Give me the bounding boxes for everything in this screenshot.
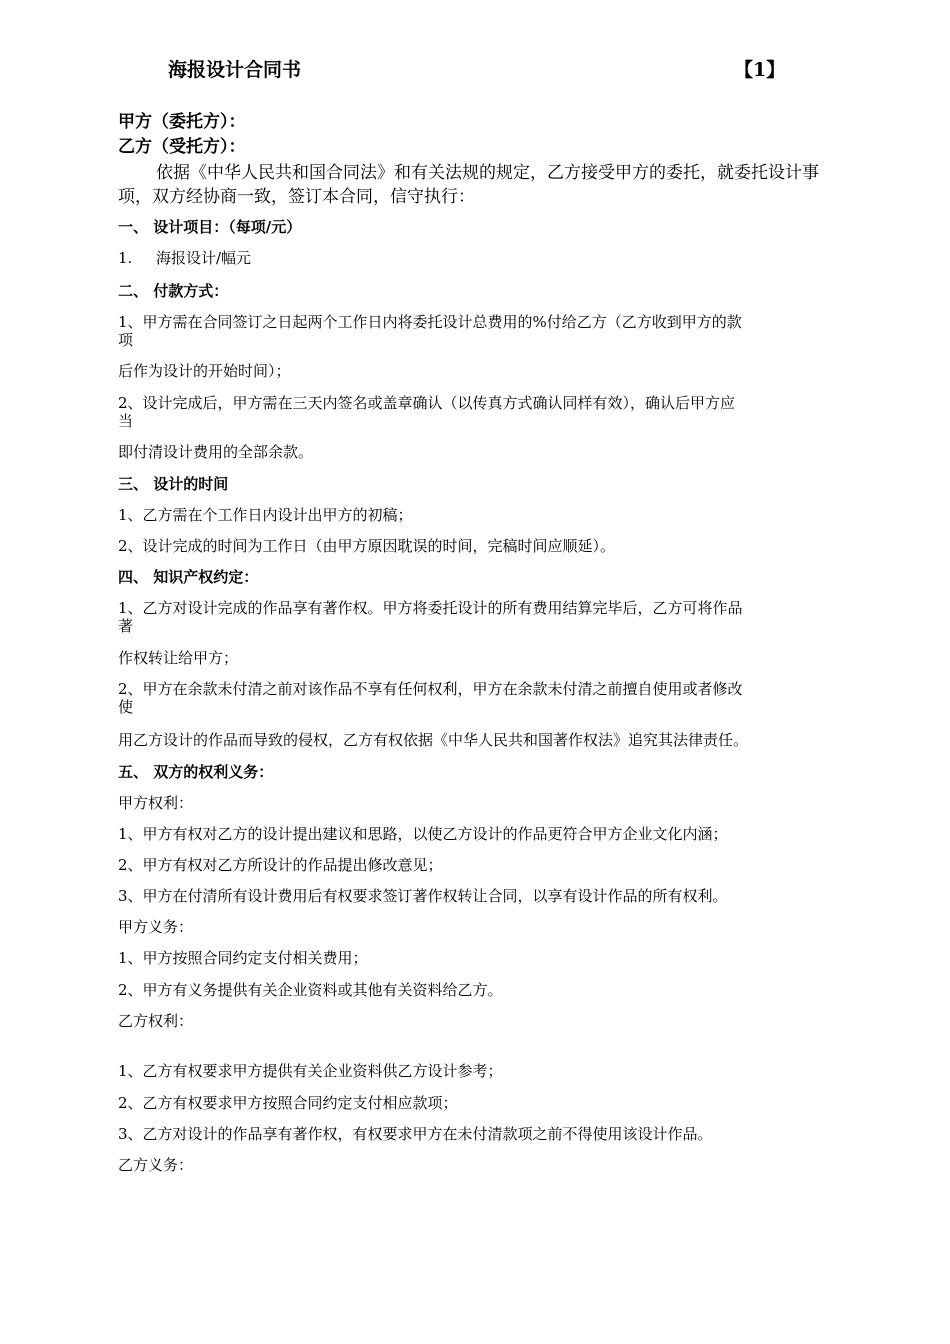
paragraph-line: 使 [118,698,134,716]
paragraph-line: 3、乙方对设计的作品享有著作权，有权要求甲方在未付清款项之前不得使用该设计作品。 [118,1125,713,1143]
paragraph-line: 1、甲方有权对乙方的设计提出建议和思路，以使乙方设计的作品更符合甲方企业文化内涵； [118,825,728,843]
section-heading: 二、 付款方式： [118,282,229,300]
paragraph-line: 项 [118,331,134,349]
section-heading: 一、 设计项目：（每项/元） [118,218,302,236]
paragraph-line: 1、乙方需在个工作日内设计出甲方的初稿； [118,506,413,524]
page-marker: 【1】 [734,59,786,81]
paragraph-line: 2、乙方有权要求甲方按照合同约定支付相应款项； [118,1094,458,1112]
section-heading: 五、 双方的权利义务： [118,763,274,781]
paragraph-line: 2、甲方有权对乙方所设计的作品提出修改意见； [118,856,443,874]
paragraph-line: 著 [118,617,134,635]
subheading: 甲方权利： [118,794,194,812]
paragraph-line: 1、甲方需在合同签订之日起两个工作日内将委托设计总费用的%付给乙方（乙方收到甲方的款 [118,313,742,331]
list-item [118,249,251,267]
subheading: 乙方权利： [118,1012,194,1030]
section-heading: 三、 设计的时间 [118,475,229,493]
item-text: 海报设计/幅元 [156,249,252,267]
paragraph-line: 3、甲方在付清所有设计费用后有权要求签订著作权转让合同，以享有设计作品的所有权利。 [118,887,728,905]
paragraph-line: 1、甲方按照合同约定支付相关费用； [118,949,368,967]
paragraph-line: 2、设计完成的时间为工作日（由甲方原因耽误的时间，完稿时间应顺延）。 [118,537,616,555]
paragraph-line: 用乙方设计的作品而导致的侵权，乙方有权依据《中华人民共和国著作权法》追究其法律责任。 [118,731,749,749]
paragraph-line: 1、乙方对设计完成的作品享有著作权。甲方将委托设计的所有费用结算完毕后，乙方可将作品 [118,599,743,617]
paragraph-line: 2、设计完成后，甲方需在三天内签名或盖章确认（以传真方式确认同样有效），确认后甲方应 [118,394,736,412]
document-title: 海报设计合同书 [168,59,302,81]
paragraph-line: 即付清设计费用的全部余款。 [118,443,314,461]
paragraph-line: 当 [118,412,134,430]
party-b-label: 乙方（受托方）： [118,137,246,157]
section-heading: 四、 知识产权约定： [118,568,259,586]
paragraph-line: 作权转让给甲方； [118,649,239,667]
paragraph-line: 2、甲方有义务提供有关企业资料或其他有关资料给乙方。 [118,981,503,999]
party-a-label: 甲方（委托方）： [118,112,246,132]
paragraph-line: 后作为设计的开始时间）； [118,362,291,380]
paragraph-line: 1、乙方有权要求甲方提供有关企业资料供乙方设计参考； [118,1062,503,1080]
subheading: 甲方义务： [118,918,194,936]
intro-paragraph: 依据《中华人民共和国合同法》和有关法规的规定，乙方接受甲方的委托，就委托设计事项，双方经协商一致，签订本合同，信守执行： [118,163,819,207]
item-number: 1. [118,249,133,267]
paragraph-line: 2、甲方在余款未付清之前对该作品不享有任何权利，甲方在余款未付清之前擅自使用或者修改 [118,680,743,698]
subheading: 乙方义务： [118,1156,194,1174]
